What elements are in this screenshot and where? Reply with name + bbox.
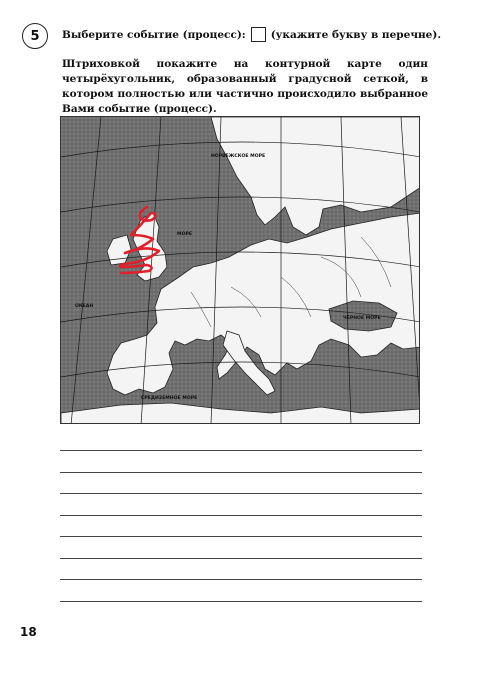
task-prompt-text: Выберите событие (процесс): xyxy=(62,28,246,41)
task-number-badge xyxy=(22,23,48,49)
task-prompt-line xyxy=(62,27,441,42)
mediterranean-sea-label: СРЕДИЗЕМНОЕ МОРЕ xyxy=(141,396,198,401)
task-number: 5 xyxy=(30,28,40,44)
task-prompt-hint: (укажите букву в перечне). xyxy=(270,28,441,41)
page-number: 18 xyxy=(20,625,37,639)
answer-line[interactable] xyxy=(60,579,422,580)
north-sea-label: МОРЕ xyxy=(177,232,192,237)
black-sea-label: ЧЁРНОЕ МОРЕ xyxy=(343,316,381,321)
contour-map[interactable] xyxy=(60,116,420,424)
task-instructions: Штриховкой покажите на контурной карте один четырёхугольник, образованный градусной сеткой, в котором полностью или частично происходило выбранное Вами событие (процесс). xyxy=(62,58,428,115)
answer-line[interactable] xyxy=(60,536,422,537)
answer-line[interactable] xyxy=(60,515,422,516)
answer-line[interactable] xyxy=(60,558,422,559)
atlantic-label: ОКЕАН xyxy=(75,304,94,309)
answer-lines[interactable] xyxy=(60,450,422,622)
answer-line[interactable] xyxy=(60,601,422,602)
answer-line[interactable] xyxy=(60,472,422,473)
answer-line[interactable] xyxy=(60,493,422,494)
map-canvas xyxy=(61,117,420,424)
answer-letter-box[interactable] xyxy=(251,27,266,42)
norwegian-sea-label: НОРВЕЖСКОЕ МОРЕ xyxy=(211,154,266,159)
answer-line[interactable] xyxy=(60,450,422,451)
